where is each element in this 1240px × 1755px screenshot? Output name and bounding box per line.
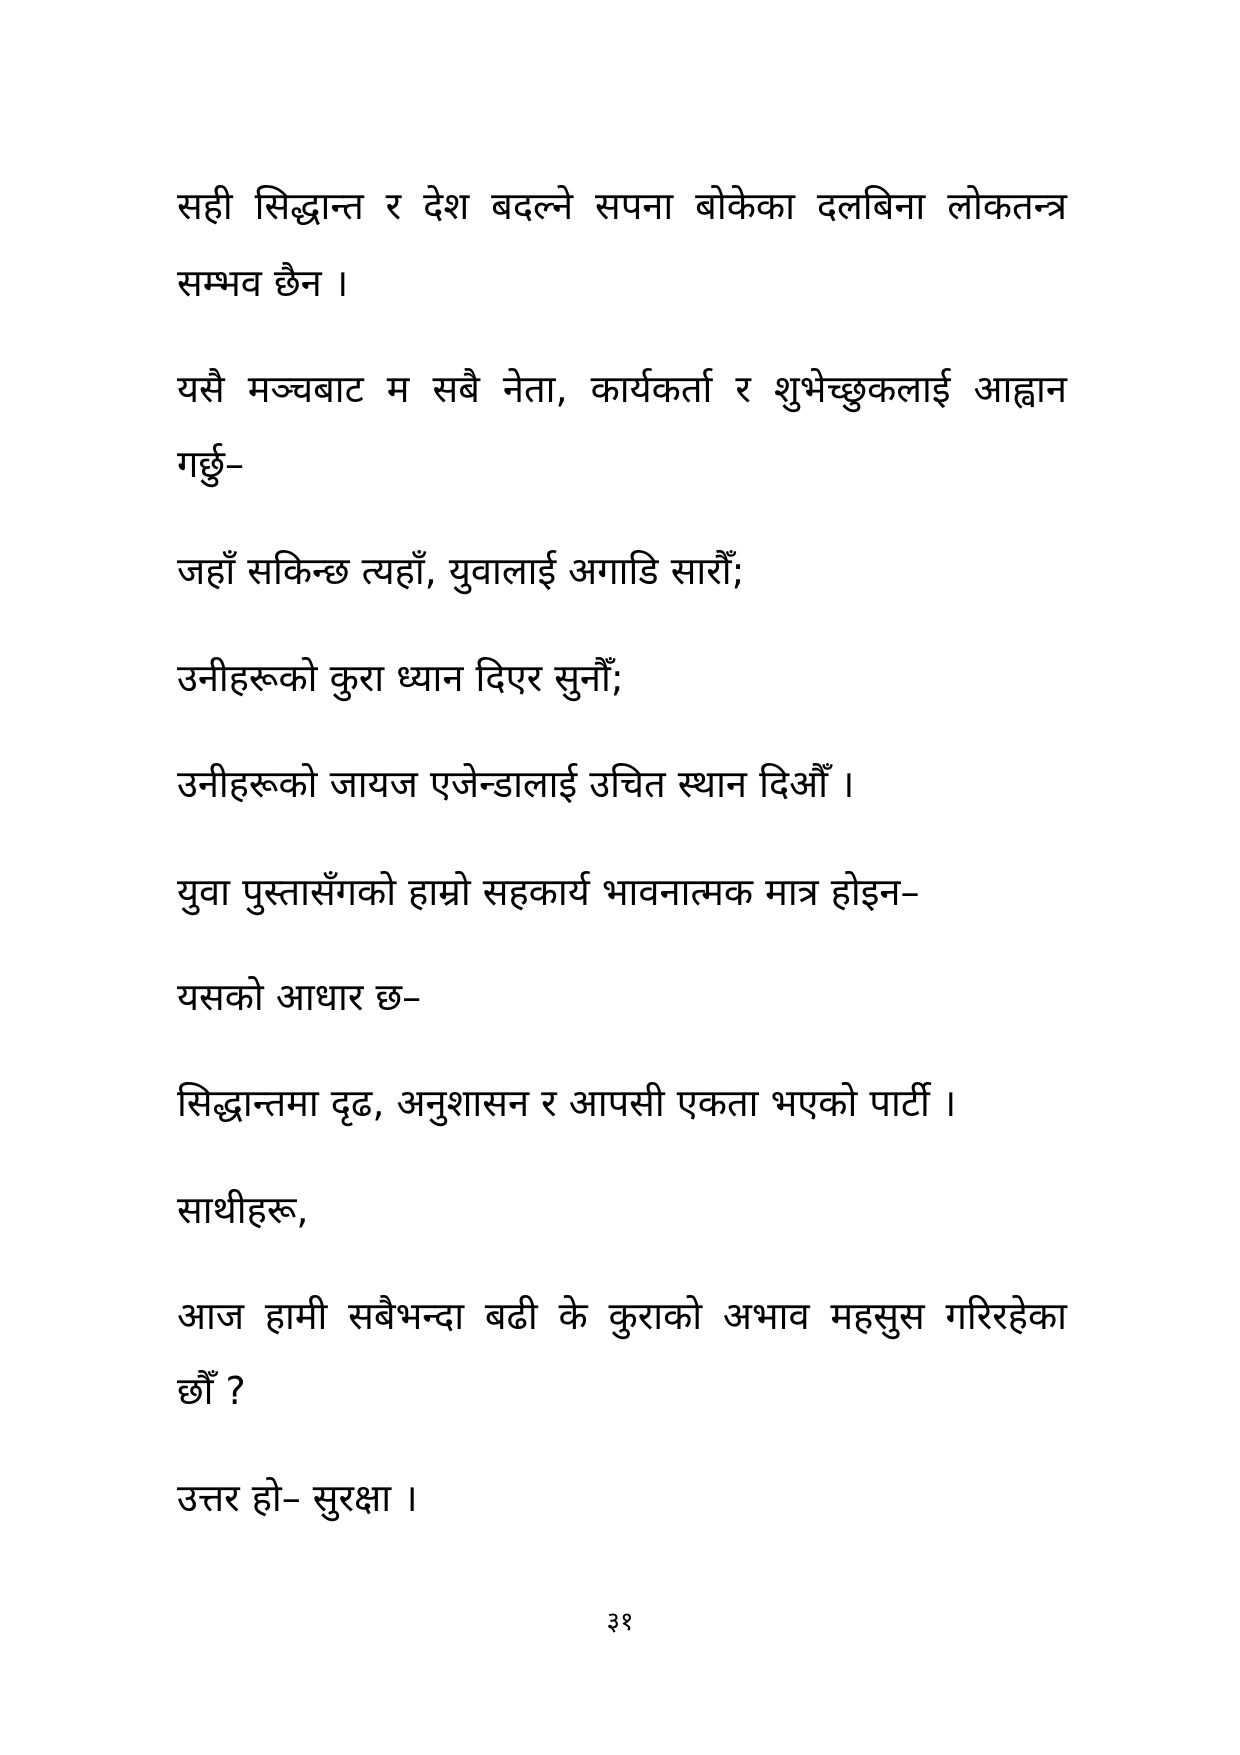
paragraph-line-7: उनीहरूको जायज एजेन्डालाई उचित स्थान दिऔँ । [177, 762, 855, 806]
paragraph-line-1: सही सिद्धान्त र देश बदल्ने सपना बोकेका दलबिना लोकतन्त्र [177, 184, 1067, 228]
paragraph-line-9: यसको आधार छ– [177, 975, 422, 1019]
paragraph-line-6: उनीहरूको कुरा ध्यान दिएर सुनौँ; [177, 656, 624, 700]
paragraph-line-2: सम्भव छैन । [177, 261, 349, 305]
paragraph-line-11: साथीहरू, [177, 1188, 309, 1232]
paragraph-line-12: आज हामी सबैभन्दा बढी के कुराको अभाव महसुस गरिरहेका [177, 1294, 1067, 1338]
paragraph-line-3: यसै मञ्चबाट म सबै नेता, कार्यकर्ता र शुभेच्छुकलाई आह्वान [177, 367, 1067, 411]
paragraph-line-14: उत्तर हो– सुरक्षा । [177, 1476, 418, 1520]
page-number: ३१ [606, 1607, 634, 1637]
paragraph-line-13: छौँ ? [177, 1369, 246, 1413]
paragraph-line-4: गर्छु– [177, 442, 245, 486]
paragraph-line-10: सिद्धान्तमा दृढ, अनुशासन र आपसी एकता भएको पार्टी । [177, 1081, 957, 1125]
paragraph-line-5: जहाँ सकिन्छ त्यहाँ, युवालाई अगाडि सारौँ; [177, 549, 745, 593]
paragraph-line-8: युवा पुस्तासँगको हाम्रो सहकार्य भावनात्मक मात्र होइन– [177, 870, 920, 914]
